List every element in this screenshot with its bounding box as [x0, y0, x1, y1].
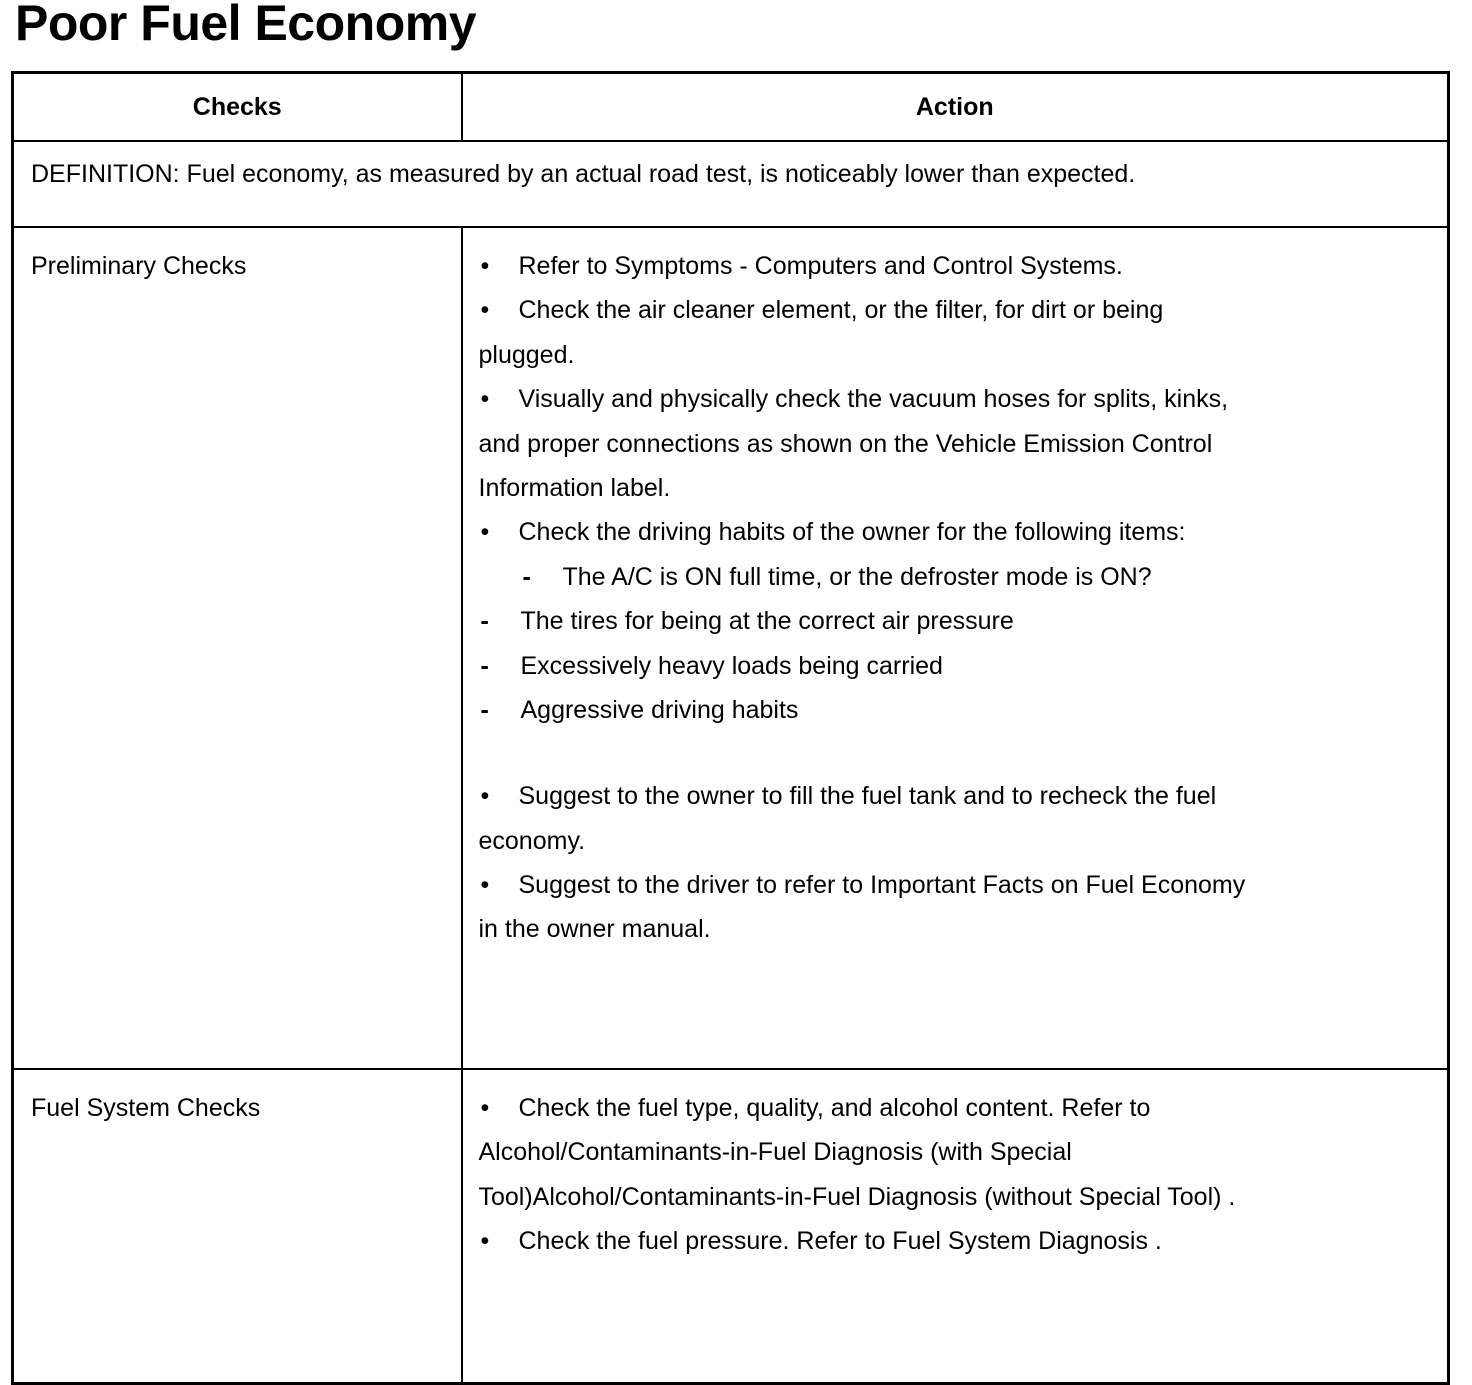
list-item: • Refer to Symptoms - Computers and Control Systems. [479, 244, 1448, 288]
checks-column-header: Checks [13, 73, 462, 142]
list-item: • Check the air cleaner element, or the filter, for dirt or being [479, 288, 1448, 332]
list-item: • Visually and physically check the vacuum hoses for splits, kinks, [479, 377, 1448, 421]
bullet-marker: • [480, 296, 490, 325]
dash-marker: - [522, 562, 531, 591]
list-item: • Check the driving habits of the owner for the following items: [479, 510, 1448, 554]
bullet-marker: • [480, 518, 490, 547]
list-item: • Check the fuel pressure. Refer to Fuel System Diagnosis . [479, 1219, 1448, 1263]
dash-marker: - [480, 651, 489, 680]
bullet-marker: • [480, 1227, 490, 1256]
table-row [13, 227, 1449, 1069]
spacer [479, 732, 1448, 774]
action-list-preliminary [462, 227, 1449, 1069]
table-header-row [13, 73, 1449, 142]
list-item: • Check the fuel type, quality, and alcohol content. Refer to [479, 1086, 1448, 1130]
check-name-preliminary: Preliminary Checks [13, 227, 462, 1069]
list-item-continuation: Tool)Alcohol/Contaminants-in-Fuel Diagnosis (without Special Tool) . [478, 1182, 1236, 1211]
bullet-marker: • [480, 385, 490, 414]
list-item: • Suggest to the driver to refer to Important Facts on Fuel Economy [479, 863, 1448, 907]
bullet-marker: • [480, 252, 490, 280]
list-item-continuation: in the owner manual. [478, 915, 711, 944]
sub-list-item: - Aggressive driving habits [479, 688, 1448, 732]
list-item-continuation: plugged. [478, 340, 575, 369]
action-list-fuel-system [462, 1069, 1449, 1384]
check-name-fuel-system: Fuel System Checks [13, 1069, 462, 1384]
sub-list-item: - The tires for being at the correct air pressure [479, 599, 1448, 643]
action-column-header: Action [462, 73, 1449, 142]
sub-list-item: - Excessively heavy loads being carried [479, 644, 1448, 688]
sub-list-item: - The A/C is ON full time, or the defroster mode is ON? [479, 555, 1448, 599]
page-title: Poor Fuel Economy [15, 0, 477, 51]
bullet-marker: • [480, 871, 490, 900]
dash-marker: - [480, 695, 489, 724]
list-item-continuation: economy. [478, 826, 586, 855]
definition-text: DEFINITION: Fuel economy, as measured by an actual road test, is noticeably lower than expected. [13, 141, 1449, 227]
table-row [13, 1069, 1449, 1384]
list-item: • Suggest to the owner to fill the fuel tank and to recheck the fuel [479, 774, 1448, 818]
list-item-continuation: Alcohol/Contaminants-in-Fuel Diagnosis (with Special [478, 1138, 1072, 1167]
bullet-marker: • [480, 782, 490, 811]
bullet-marker: • [480, 1094, 490, 1122]
diagnosis-table [11, 71, 1450, 1385]
list-item-continuation: and proper connections as shown on the Vehicle Emission Control [478, 429, 1213, 458]
dash-marker: - [480, 607, 489, 636]
definition-row [13, 141, 1449, 227]
list-item-continuation: Information label. [478, 473, 671, 502]
